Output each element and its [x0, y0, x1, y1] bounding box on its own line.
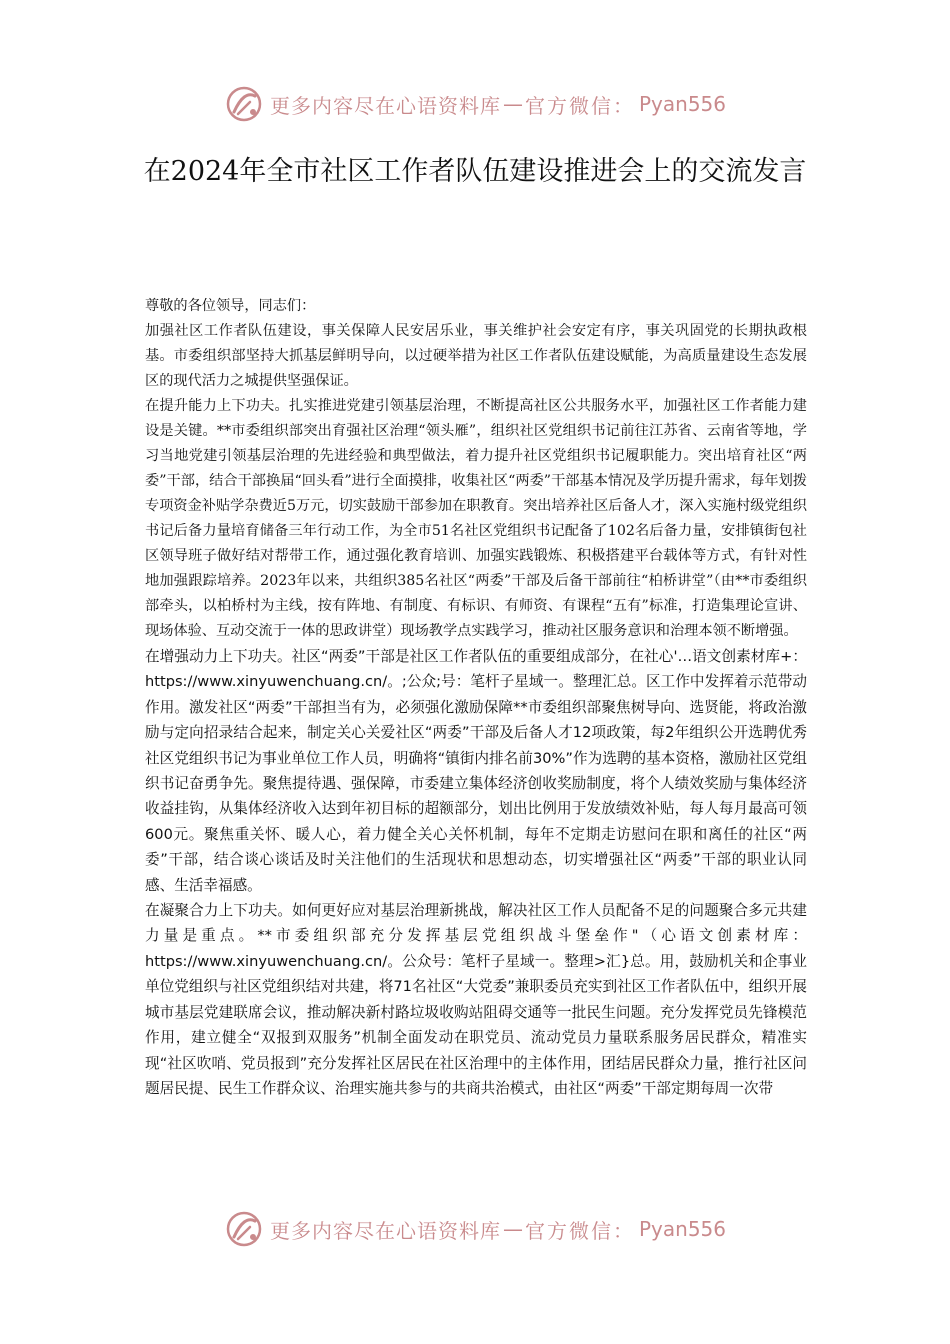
banner-official-label: 官方微信： [524, 1218, 635, 1243]
banner-wechat-id: Pyan556 [638, 1217, 726, 1241]
brand-logo-icon [224, 1209, 264, 1249]
footer-watermark-banner [0, 1205, 950, 1253]
banner-text: 更多内容尽在心语资料库 [269, 93, 501, 118]
header-watermark-banner [0, 80, 950, 128]
document-title: 在2024年全市社区工作者队伍建设推进会上的交流发言 [143, 156, 807, 187]
brand-logo-icon [224, 84, 264, 124]
paragraph-cohesion: 在凝聚合力上下功夫。如何更好应对基层治理新挑战，解决社区工作人员配备不足的问题聚合多元共建力量是重点。**市委组织部充分发挥基层党组织战斗堡垒作"（心语文创素材库：https://www.xinyuwenchuang.cn/。公众号：笔杆子星域一。整理>汇}总。用，鼓励机关和企事业单位党组织与社区党组织结对共建，将71名社区“大党委”兼职委员充实到社区工作者队伍中，组织开展城市基层党建联席会议，推动解决新村路垃圾收购站阻碍交通等一批民生问题。充分发挥党员先锋模范作用，建立健全“双报到双服务”机制全面发动在职党员、流动党员力量联系服务居民群众，精准实现“社区吹哨、党员报到”充分发挥社区居民在社区治理中的主体作用，团结居民群众力量，推行社区问题居民提、民生工作群众议、治理实施共参与的共商共治模式，由社区“两委”干部定期每周一次带 [145, 902, 807, 1097]
paragraph-motivation: 在增强动力上下功夫。社区“两委”干部是社区工作者队伍的重要组成部分，在社心'…语文创素材库+：https://www.xinyuwenchuang.cn/。;公众;号：笔杆子星域一。整理汇总。区工作中发挥着示范带动作用。激发社区“两委”干部担当有为，必须强化激励保障**市委组织部聚焦树导向、选贤能，将政治激励与定向招录结合起来，制定关心关爱社区“两委”干部及后备人才12项政策，每2年组织公开选聘优秀社区党组织书记为事业单位工作人员，明确将“镇街内排名前30%”作为选聘的基本资格，激励社区党组织书记奋勇争先。聚焦提待遇、强保障，市委建立集体经济创收奖励制度，将个人绩效奖励与集体经济收益挂钩，从集体经济收入达到年初目标的超额部分，划出比例用于发放绩效补贴，每人每月最高可领600元。聚焦重关怀、暖人心，着力健全关心关怀机制，每年不定期走访慰问在职和离任的社区“两委”干部，结合谈心谈话及时关注他们的生活现状和思想动态，切实增强社区“两委”干部的职业认同感、生活幸福感。 [145, 648, 807, 894]
banner-separator: — [502, 92, 523, 116]
banner-official-label: 官方微信： [524, 93, 635, 118]
banner-separator: — [502, 1217, 523, 1241]
paragraph-intro: 加强社区工作者队伍建设，事关保障人民安居乐业，事关维护社会安定有序，事关巩固党的长期执政根基。市委组织部坚持大抓基层鲜明导向，以过硬举措为社区工作者队伍建设赋能，为高质量建设生态发展区的现代活力之城提供坚强保证。 [145, 323, 807, 389]
banner-wechat-id: Pyan556 [638, 92, 726, 116]
paragraph-ability: 在提升能力上下功夫。扎实推进党建引领基层治理，不断提高社区公共服务水平，加强社区工作者能力建设是关键。**市委组织部突出育强社区治理“领头雁”，组织社区党组织书记前往江苏省、云南省等地，学习当地党建引领基层治理的先进经验和典型做法，着力提升社区党组织书记履职能力。突出培育社区“两委”干部，结合干部换届“回头看”进行全面摸排，收集社区“两委”干部基本情况及学历提升需求，每年划拨专项资金补贴学杂费近5万元，切实鼓励干部参加在职教育。突出培养社区后备人才，深入实施村级党组织书记后备力量培育储备三年行动工作，为全市51名社区党组织书记配备了102名后备力量，安排镇街包社区领导班子做好结对帮带工作，通过强化教育培训、加强实践锻炼、积极搭建平台载体等方式，有针对性地加强跟踪培养。2023年以来，共组织385名社区“两委”干部及后备干部前往“柏桥讲堂”（由**市委组织部牵头，以柏桥村为主线，按有阵地、有制度、有标识、有师资、有课程“五有”标准，打造集理论宣讲、现场体验、互动交流于一体的思政讲堂）现场教学点实践学习，推动社区服务意识和治理本领不断增强。 [145, 398, 807, 639]
salutation: 尊敬的各位领导，同志们： [145, 298, 316, 314]
document-body [145, 294, 807, 1101]
banner-text: 更多内容尽在心语资料库 [269, 1218, 501, 1243]
